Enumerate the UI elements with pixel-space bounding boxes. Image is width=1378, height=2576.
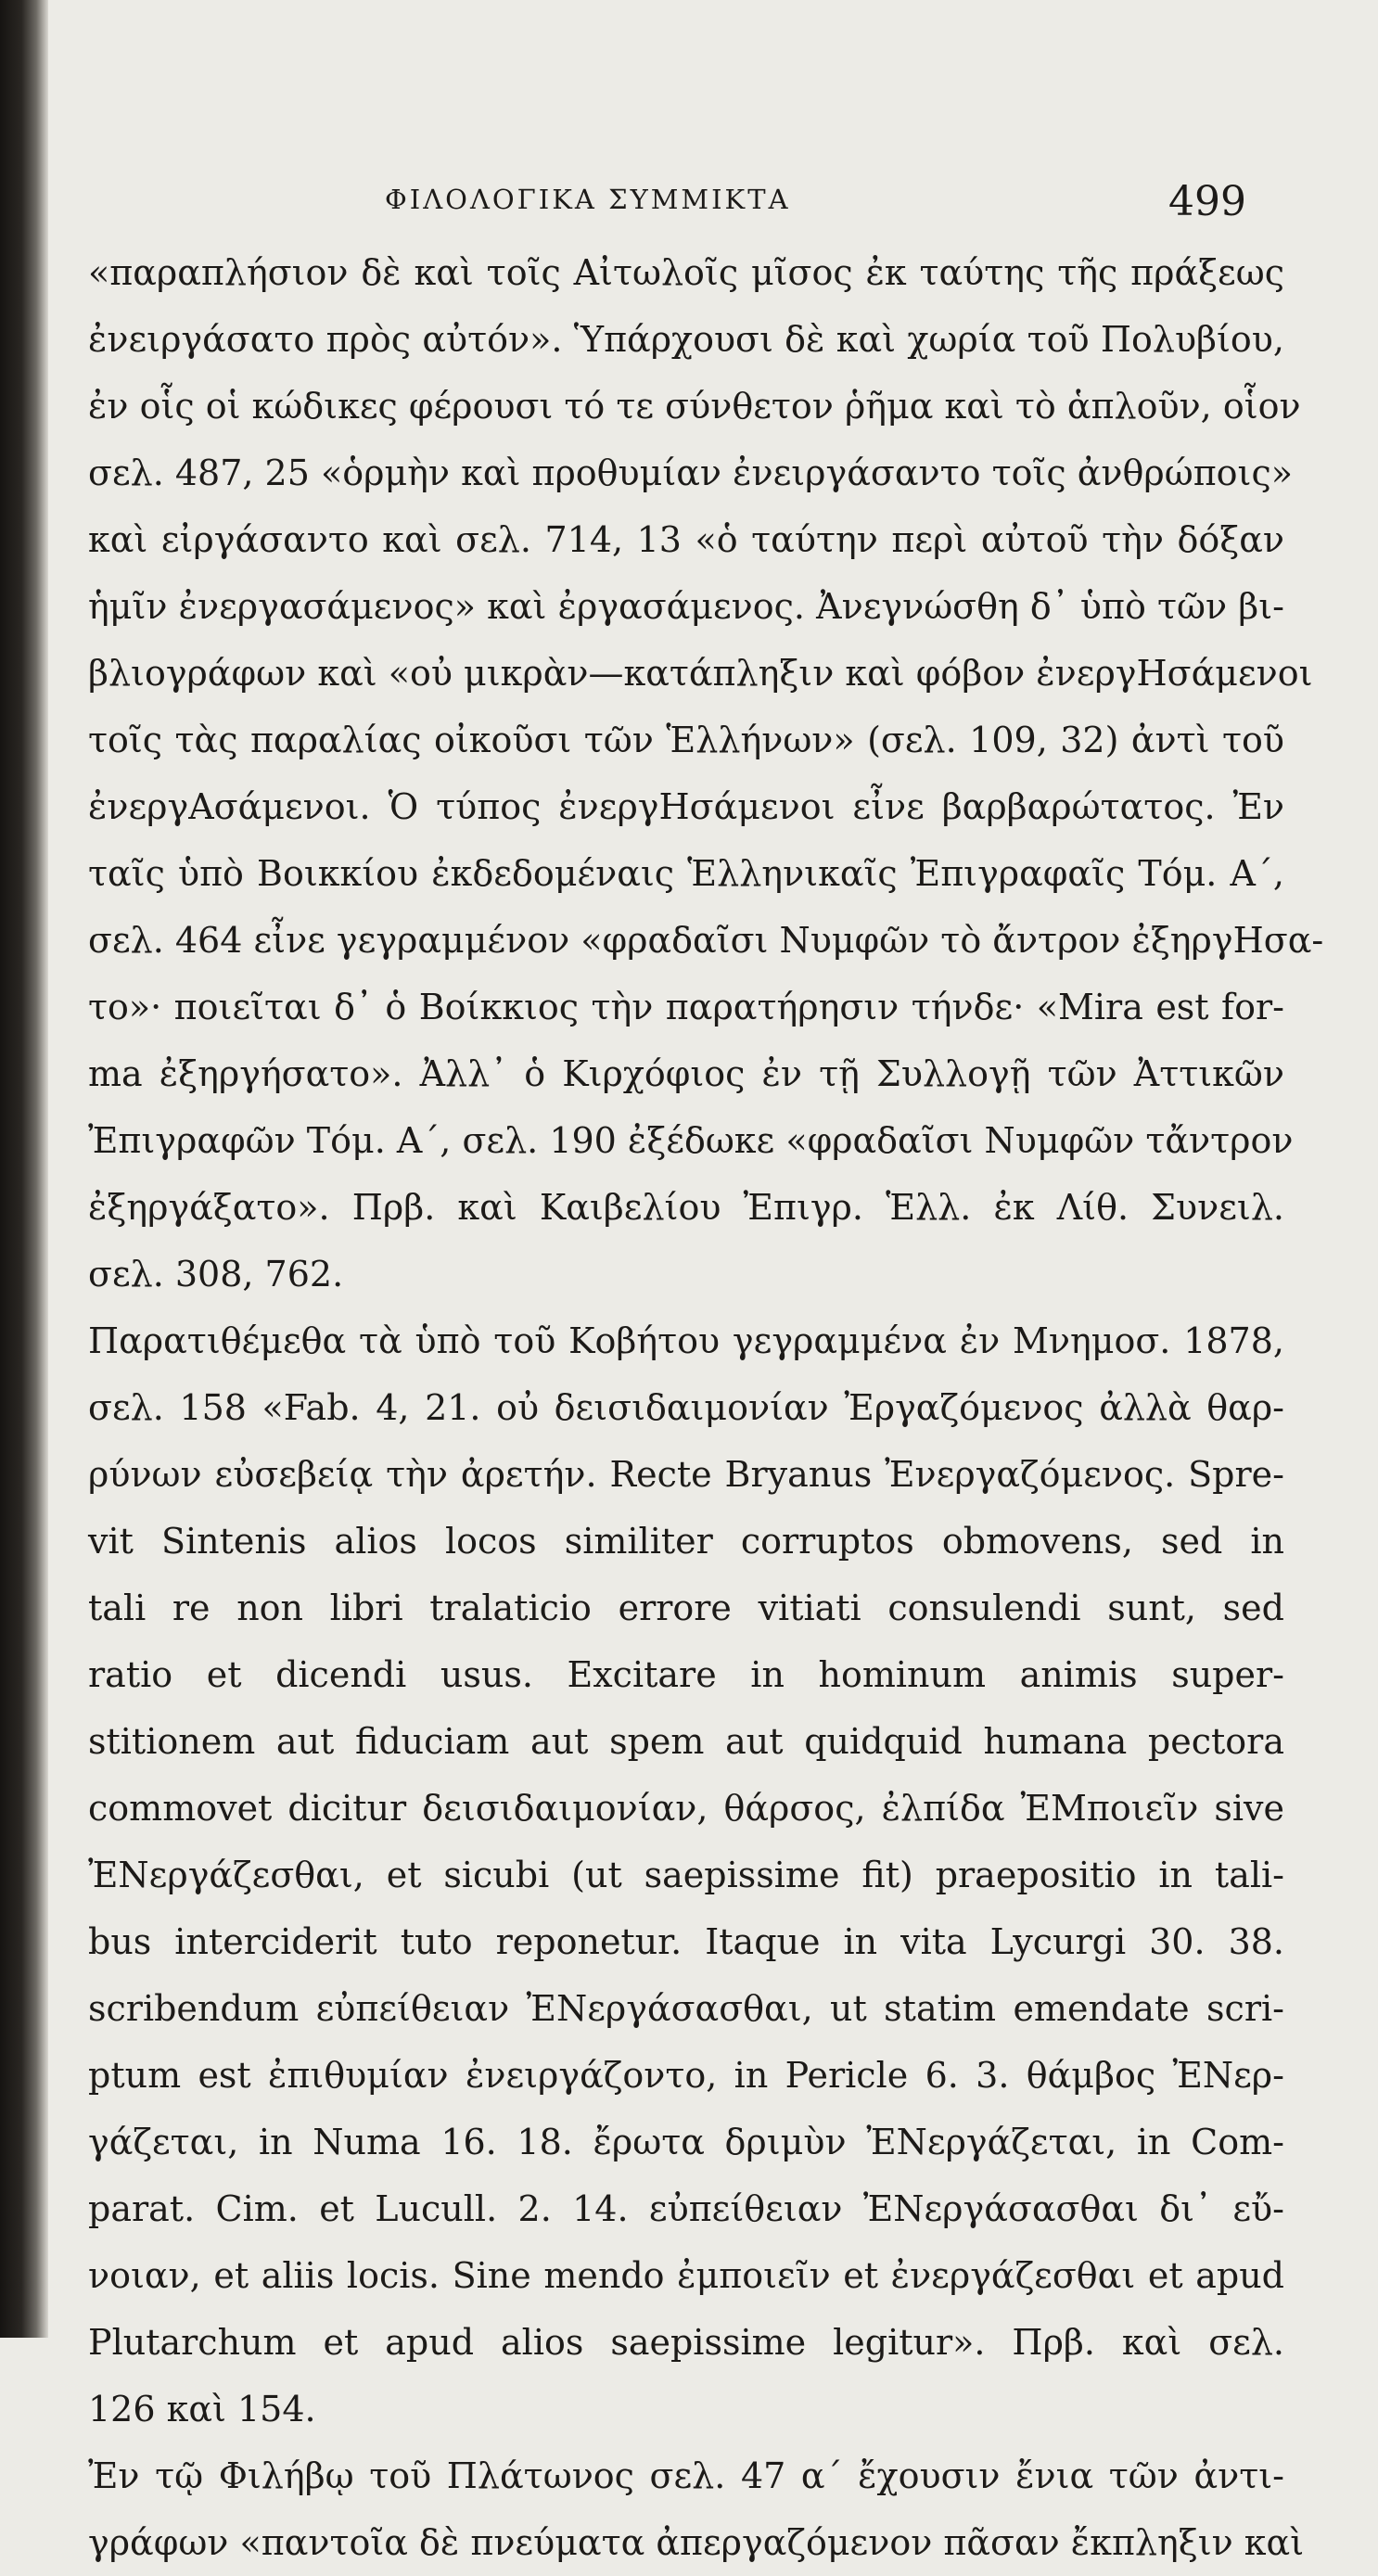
text-line: Ἐν τῷ Φιλήβῳ τοῦ Πλάτωνος σελ. 47 α´ ἔχουσιν ἔνια τῶν ἀντι- <box>88 2455 1284 2496</box>
page-number: 499 <box>1168 178 1246 225</box>
book-binding-shadow <box>0 0 48 2338</box>
text-line: σελ. 464 εἶνε γεγραμμένον «φραδαῖσι Νυμφῶν τὸ ἄντρον ἐξηργΗσα- <box>88 920 1324 961</box>
text-line: Plutarchum et apud alios saepissime legitur». Πρβ. καὶ σελ. <box>88 2322 1284 2363</box>
text-line: ma ἐξηργήσατο». Ἀλλ᾽ ὁ Κιρχόφιος ἐν τῇ Συλλογῇ τῶν Ἀττικῶν <box>88 1053 1284 1094</box>
running-head: ΦΙΛΟΛΟΓΙΚΑ ΣΥΜΜΙΚΤΑ <box>385 184 791 215</box>
text-line: ἐνεργΑσάμενοι. Ὁ τύπος ἐνεργΗσάμενοι εἶνε βαρβαρώτατος. Ἐν <box>88 786 1284 827</box>
page-header <box>88 178 1284 230</box>
text-line: νοιαν, et aliis locis. Sine mendo ἐμποιεῖν et ἐνεργάζεσθαι et apud <box>88 2255 1284 2296</box>
text-line: commovet dicitur δεισιδαιμονίαν, θάρσος, ἐλπίδα ἘΜποιεῖν sive <box>88 1788 1284 1829</box>
text-line: ἐν οἷς οἱ κώδικες φέρουσι τό τε σύνθετον ῥῆμα καὶ τὸ ἁπλοῦν, οἷον <box>88 386 1301 427</box>
text-line: σελ. 308, 762. <box>88 1254 344 1294</box>
text-line: ptum est ἐπιθυμίαν ἐνειργάζοντο, in Pericle 6. 3. θάμβος ἘΝερ- <box>88 2055 1284 2096</box>
text-line: ταῖς ὑπὸ Βοικκίου ἐκδεδομέναις Ἑλληνικαῖς Ἐπιγραφαῖς Τόμ. Α´, <box>88 853 1284 894</box>
text-line: Ἐπιγραφῶν Τόμ. Α´, σελ. 190 ἐξέδωκε «φραδαῖσι Νυμφῶν τἄντρον <box>88 1120 1294 1161</box>
text-line: stitionem aut fiduciam aut spem aut quidquid humana pectora <box>88 1721 1284 1762</box>
text-line: bus interciderit tuto reponetur. Itaque in vita Lycurgi 30. 38. <box>88 1921 1284 1962</box>
text-line: βλιογράφων καὶ «οὐ μικρὰν—κατάπληξιν καὶ φόβον ἐνεργΗσάμενοι <box>88 653 1313 694</box>
text-line: tali re non libri tralaticio errore vitiati consulendi sunt, sed <box>88 1588 1284 1628</box>
text-line: scribendum εὐπείθειαν ἘΝεργάσασθαι, ut statim emendate scri- <box>88 1988 1284 2029</box>
text-line: parat. Cim. et Lucull. 2. 14. εὐπείθειαν ἘΝεργάσασθαι δι᾽ εὔ- <box>88 2188 1284 2229</box>
text-line: ἡμῖν ἐνεργασάμενος» καὶ ἐργασάμενος. Ἀνεγνώσθη δ᾽ ὑπὸ τῶν βι- <box>88 586 1284 627</box>
body-text <box>88 239 1324 2576</box>
text-line: ἐξηργάξατο». Πρβ. καὶ Καιβελίου Ἐπιγρ. Ἑλλ. ἐκ Λίθ. Συνειλ. <box>88 1187 1284 1228</box>
text-line: γάζεται, in Numa 16. 18. ἔρωτα δριμὺν ἘΝεργάζεται, in Com- <box>88 2122 1284 2162</box>
text-line: το»· ποιεῖται δ᾽ ὁ Βοίκκιος τὴν παρατήρησιν τήνδε· «Mira est for- <box>88 987 1284 1027</box>
text-line: σελ. 158 «Fab. 4, 21. οὐ δεισιδαιμονίαν Ἐργαζόμενος ἀλλὰ θαρ- <box>88 1387 1284 1428</box>
text-line: 126 καὶ 154. <box>88 2389 316 2429</box>
text-line: ρύνων εὐσεβείᾳ τὴν ἀρετήν. Recte Bryanus Ἐνεργαζόμενος. Spre- <box>88 1454 1284 1495</box>
text-line: vit Sintenis alios locos similiter corruptos obmovens, sed in <box>88 1521 1284 1562</box>
text-line: ἐνειργάσατο πρὸς αὐτόν». Ὑπάρχουσι δὲ καὶ χωρία τοῦ Πολυβίου, <box>88 319 1284 360</box>
text-line: τοῖς τὰς παραλίας οἰκοῦσι τῶν Ἑλλήνων» (σελ. 109, 32) ἀντὶ τοῦ <box>88 720 1284 760</box>
text-line: σελ. 487, 25 «ὁρμὴν καὶ προθυμίαν ἐνειργάσαντο τοῖς ἀνθρώποις» <box>88 453 1293 493</box>
text-line: γράφων «παντοῖα δὲ πνεύματα ἀπεργαζόμενον πᾶσαν ἔκπληξιν καὶ <box>88 2522 1305 2563</box>
book-page <box>88 0 1324 2563</box>
text-line: «παραπλήσιον δὲ καὶ τοῖς Αἰτωλοῖς μῖσος ἐκ ταύτης τῆς πράξεως <box>88 252 1284 293</box>
text-line: καὶ εἰργάσαντο καὶ σελ. 714, 13 «ὁ ταύτην περὶ αὐτοῦ τὴν δόξαν <box>88 519 1284 560</box>
text-line: ἘΝεργάζεσθαι, et sicubi (ut saepissime fit) praepositio in tali- <box>88 1855 1284 1895</box>
text-line: ratio et dicendi usus. Excitare in hominum animis super- <box>88 1654 1284 1695</box>
text-line: Παρατιθέμεθα τὰ ὑπὸ τοῦ Κοβήτου γεγραμμένα ἐν Μνημοσ. 1878, <box>88 1320 1284 1361</box>
